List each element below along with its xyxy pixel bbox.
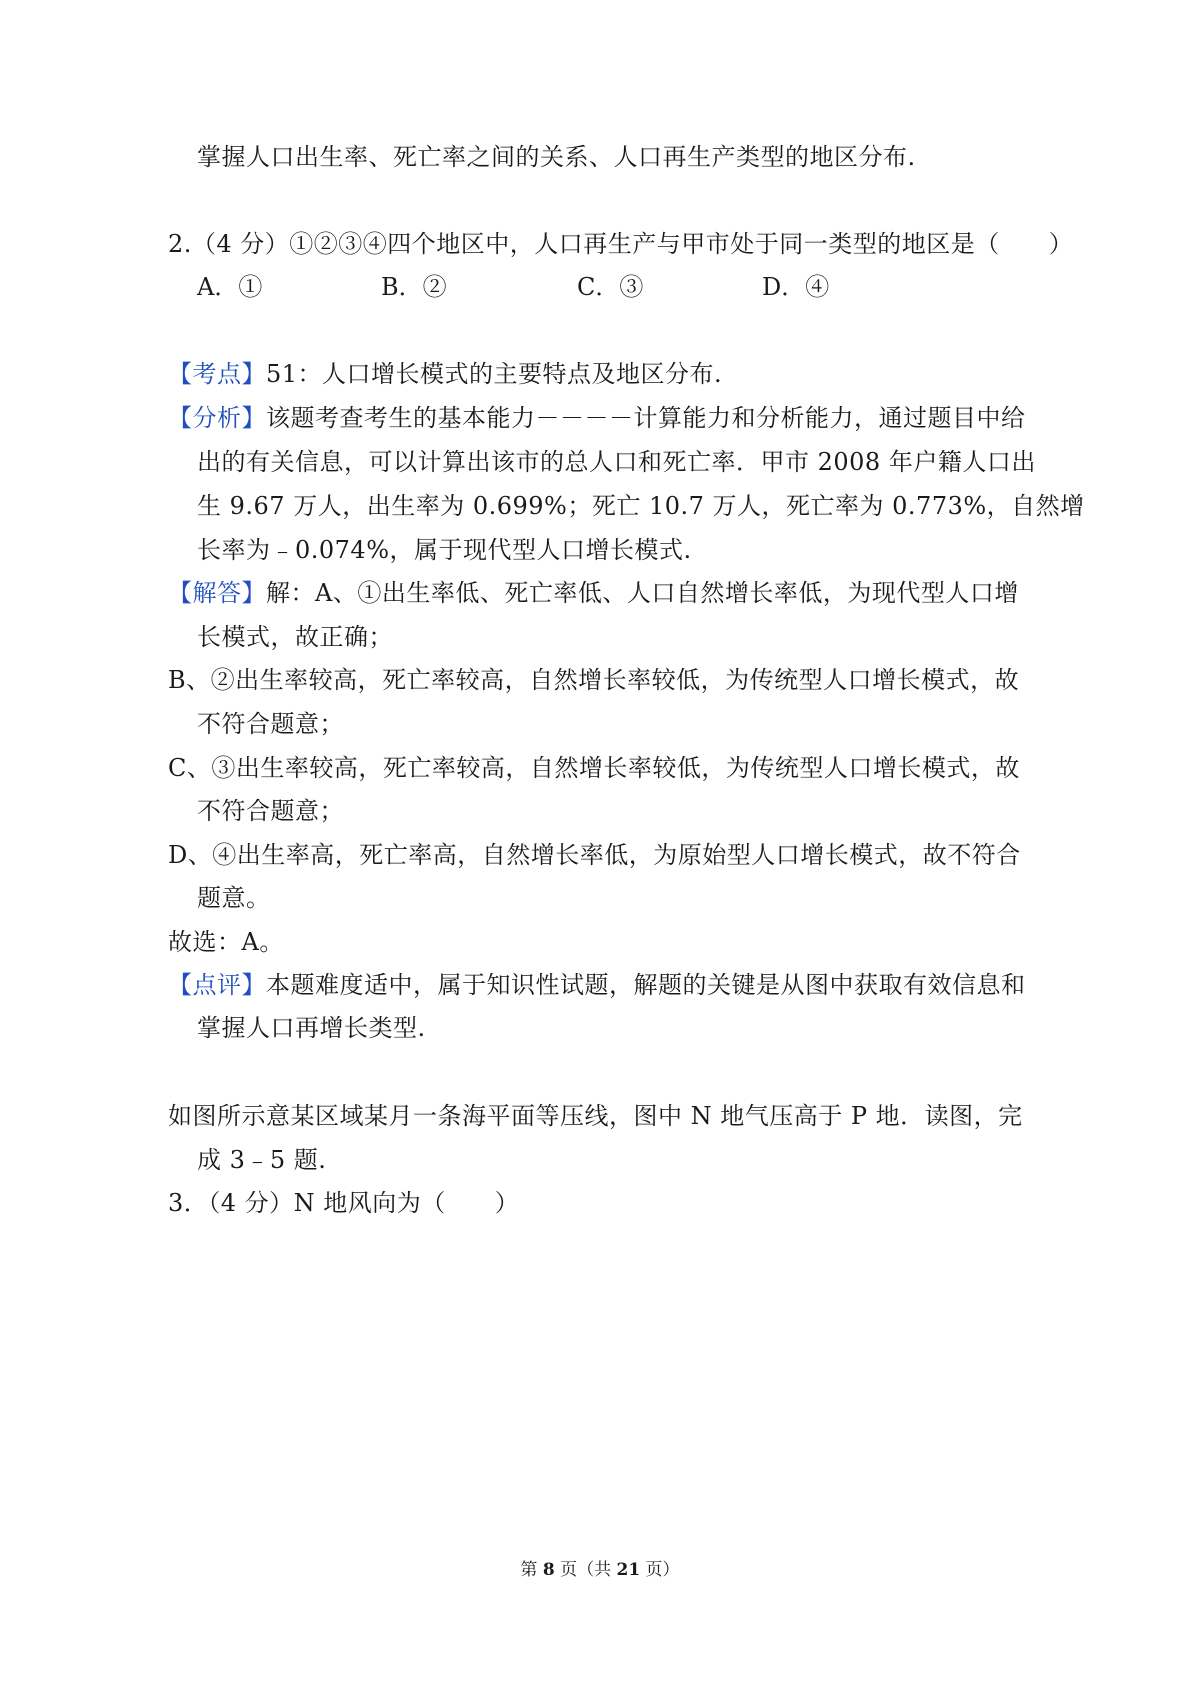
jieda-line-1 <box>168 578 1019 608</box>
kaodian-line <box>168 359 722 389</box>
jieda-b-2: 不符合题意； <box>197 710 344 738</box>
page-number: 8 <box>542 1560 555 1580</box>
dianping-text-1: 本题难度适中，属于知识性试题，解题的关键是从图中获取有效信息和 <box>266 971 1026 999</box>
jieda-d-2: 题意。 <box>197 884 271 912</box>
fenxi-line-4: 长率为﹣0.074%，属于现代型人口增长模式. <box>197 536 692 564</box>
option-d: D．④ <box>762 273 830 301</box>
jieda-d-1: D、④出生率高，死亡率高，自然增长率低，为原始型人口增长模式，故不符合 <box>168 841 1021 869</box>
fenxi-tag: 【分析】 <box>168 404 266 432</box>
fenxi-line-3: 生 9.67 万人，出生率为 0.699%；死亡 10.7 万人，死亡率为 0.773%，自然增 <box>197 492 1085 520</box>
jieda-c-2: 不符合题意； <box>197 797 344 825</box>
jieda-b-1: B、②出生率较高，死亡率较高，自然增长率较低，为传统型人口增长模式，故 <box>168 666 1020 694</box>
fenxi-line-1 <box>168 403 1026 433</box>
option-a: A．① <box>197 273 263 301</box>
jieda-line-2: 长模式，故正确； <box>197 623 393 651</box>
fenxi-line-2: 出的有关信息，可以计算出该市的总人口和死亡率．甲市 2008 年户籍人口出 <box>197 448 1036 476</box>
kaodian-text: 51：人口增长模式的主要特点及地区分布. <box>266 360 723 388</box>
option-c: C．③ <box>577 273 644 301</box>
jieda-answer: 故选：A。 <box>168 928 284 956</box>
dianping-line-1 <box>168 970 1026 1000</box>
dianping-line-2: 掌握人口再增长类型. <box>197 1014 426 1042</box>
question-2-stem: 2.（4 分）①②③④四个地区中，人口再生产与甲市处于同一类型的地区是（ ） <box>168 230 1074 258</box>
jieda-tag: 【解答】 <box>168 579 266 607</box>
intro-line-1: 如图所示意某区域某月一条海平面等压线，图中 N 地气压高于 P 地．读图，完 <box>168 1102 1023 1130</box>
question-3-stem: 3．（4 分）N 地风向为（ ） <box>168 1189 520 1217</box>
fenxi-text-1: 该题考查考生的基本能力－－－－计算能力和分析能力，通过题目中给 <box>266 404 1026 432</box>
jieda-text-1: 解：A、①出生率低、死亡率低、人口自然增长率低，为现代型人口增 <box>266 579 1019 607</box>
page-footer: 第 8 页（共 21 页） <box>520 1560 680 1580</box>
jieda-c-1: C、③出生率较高，死亡率较高，自然增长率较低，为传统型人口增长模式，故 <box>168 754 1020 782</box>
top-line: 掌握人口出生率、死亡率之间的关系、人口再生产类型的地区分布. <box>197 143 916 171</box>
dianping-tag: 【点评】 <box>168 971 266 999</box>
option-b: B．② <box>381 273 447 301</box>
kaodian-tag: 【考点】 <box>168 360 266 388</box>
page-total: 21 <box>616 1560 641 1580</box>
intro-line-2: 成 3﹣5 题. <box>197 1146 327 1174</box>
